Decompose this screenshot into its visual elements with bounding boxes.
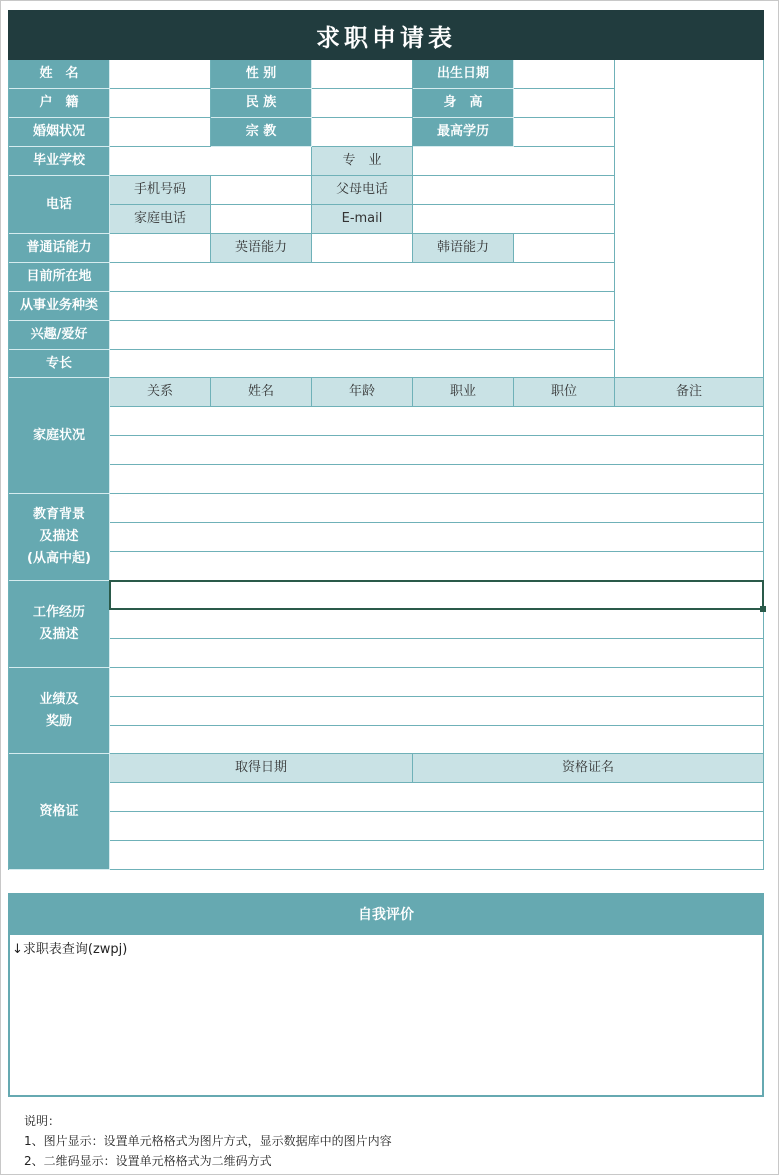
label-korean: 韩语能力 — [413, 234, 514, 263]
photo-cell[interactable] — [615, 60, 764, 235]
family-row[interactable] — [110, 436, 764, 465]
family-row[interactable] — [110, 465, 764, 494]
label-education: 最高学历 — [413, 118, 514, 147]
selected-cell[interactable] — [109, 580, 764, 610]
location-field[interactable] — [110, 263, 615, 292]
label-work-experience — [9, 581, 110, 668]
label-achievement — [9, 668, 110, 754]
label-certificate: 资格证 — [9, 754, 110, 870]
work-line1: 工作经历 — [32, 605, 85, 620]
notes-item: 1、图片显示：设置单元格格式为图片方式，显示数据库中的图片内容 — [24, 1134, 392, 1148]
cert-col-date: 取得日期 — [110, 754, 413, 783]
label-location: 目前所在地 — [9, 263, 110, 292]
edu-line2: 及描述 — [39, 529, 79, 544]
label-phone: 电话 — [9, 176, 110, 234]
cert-row[interactable] — [110, 783, 764, 812]
family-col-remark: 备注 — [615, 378, 764, 407]
cert-row[interactable] — [110, 812, 764, 841]
email-field[interactable] — [413, 205, 615, 234]
birth-field[interactable] — [514, 60, 615, 89]
achievement-row[interactable] — [110, 697, 764, 726]
label-hobby: 兴趣/爱好 — [9, 321, 110, 350]
english-field[interactable] — [312, 234, 413, 263]
family-col-age: 年龄 — [312, 378, 413, 407]
parent-phone-field[interactable] — [413, 176, 615, 205]
notes-heading: 说明： — [24, 1114, 61, 1128]
family-col-occupation: 职业 — [413, 378, 514, 407]
notes — [24, 1111, 392, 1171]
label-specialty: 专长 — [9, 350, 110, 378]
label-name: 姓 名 — [9, 60, 110, 89]
ach-line2: 奖励 — [45, 713, 72, 729]
family-col-name: 姓名 — [211, 378, 312, 407]
cert-row[interactable] — [110, 841, 764, 870]
label-height: 身 高 — [413, 89, 514, 118]
notes-item: 2、二维码显示：设置单元格格式为二维码方式 — [24, 1154, 272, 1168]
specialty-field[interactable] — [110, 350, 615, 378]
label-education-background — [9, 494, 110, 581]
self-eval-content[interactable]: ↓求职表查询(zwpj) — [8, 935, 764, 1097]
label-family: 家庭状况 — [9, 378, 110, 494]
mandarin-field[interactable] — [110, 234, 211, 263]
label-hukou: 户 籍 — [9, 89, 110, 118]
achievement-row[interactable] — [110, 668, 764, 697]
work-row[interactable] — [110, 610, 764, 639]
edu-line3: (从高中起) — [27, 551, 91, 566]
religion-field[interactable] — [312, 118, 413, 147]
family-col-position: 职位 — [514, 378, 615, 407]
school-field[interactable] — [110, 147, 312, 176]
education-row[interactable] — [110, 494, 764, 523]
label-email: E-mail — [312, 205, 413, 234]
cert-col-name: 资格证名 — [413, 754, 764, 783]
label-english: 英语能力 — [211, 234, 312, 263]
hukou-field[interactable] — [110, 89, 211, 118]
label-mobile: 手机号码 — [110, 176, 211, 205]
name-field[interactable] — [110, 60, 211, 89]
gender-field[interactable] — [312, 60, 413, 89]
label-mandarin: 普通话能力 — [9, 234, 110, 263]
ethnicity-field[interactable] — [312, 89, 413, 118]
korean-field[interactable] — [514, 234, 615, 263]
label-parent-phone: 父母电话 — [312, 176, 413, 205]
work-row[interactable] — [110, 639, 764, 668]
edu-line1: 教育背景 — [32, 507, 85, 522]
label-birth: 出生日期 — [413, 60, 514, 89]
education-row[interactable] — [110, 523, 764, 552]
major-field[interactable] — [413, 147, 615, 176]
label-school: 毕业学校 — [9, 147, 110, 176]
label-major: 专 业 — [312, 147, 413, 176]
work-line2: 及描述 — [39, 627, 79, 642]
mobile-field[interactable] — [211, 176, 312, 205]
achievement-row[interactable] — [110, 726, 764, 754]
ach-line1: 业绩及 — [39, 691, 79, 707]
family-row[interactable] — [110, 407, 764, 436]
hobby-field[interactable] — [110, 321, 615, 350]
fill-handle[interactable] — [760, 606, 766, 612]
home-phone-field[interactable] — [211, 205, 312, 234]
qrcode-cell[interactable] — [615, 234, 764, 378]
label-religion: 宗 教 — [211, 118, 312, 147]
label-ethnicity: 民 族 — [211, 89, 312, 118]
education-row[interactable] — [110, 552, 764, 581]
marital-field[interactable] — [110, 118, 211, 147]
family-col-relation: 关系 — [110, 378, 211, 407]
page-title: 求职申请表 — [8, 10, 764, 60]
label-job-type: 从事业务种类 — [9, 292, 110, 321]
label-home-phone: 家庭电话 — [110, 205, 211, 234]
education-field[interactable] — [514, 118, 615, 147]
label-gender: 性 别 — [211, 60, 312, 89]
job-type-field[interactable] — [110, 292, 615, 321]
self-eval-header: 自我评价 — [8, 893, 764, 935]
height-field[interactable] — [514, 89, 615, 118]
label-marital: 婚姻状况 — [9, 118, 110, 147]
